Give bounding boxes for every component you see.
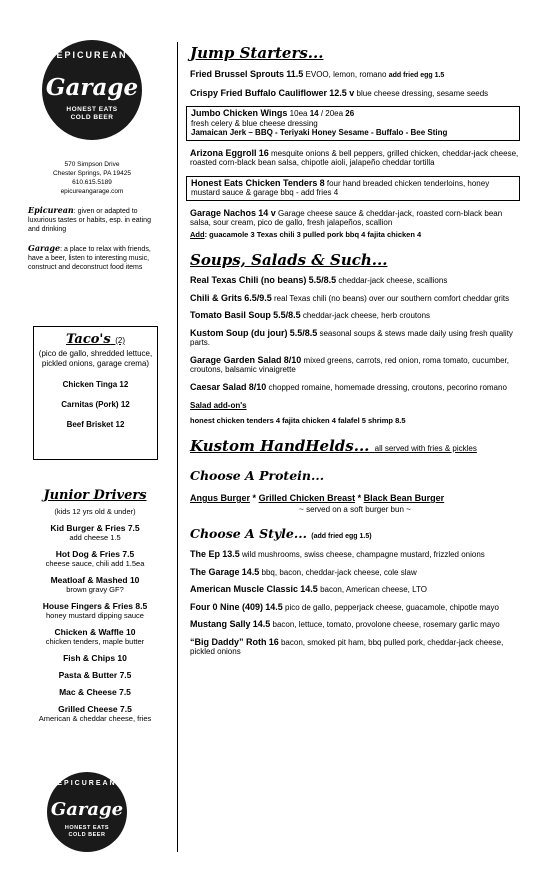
handhelds-title: Kustom HandHelds... all served with fries & pickles [190, 437, 477, 455]
styles-list [190, 550, 520, 657]
menu-item: Caesar Salad 8/10 chopped romaine, homemade dressing, croutons, pecorino romano [190, 381, 507, 392]
soups-title: Soups, Salads & Such... [190, 251, 388, 269]
junior-item [24, 653, 166, 663]
garage-definition [22, 244, 162, 272]
jump-starters-title: Jump Starters... [190, 44, 324, 62]
address-line2: Chester Springs, PA 19425 [53, 170, 131, 177]
menu-item: Real Texas Chili (no beans) 5.5/8.5 cheddar-jack cheese, scallions [190, 275, 448, 285]
junior-item [24, 549, 166, 568]
junior-item [24, 687, 166, 697]
menu-item-eggroll: Arizona Eggroll 16 mesquite onions & bell peppers, grilled chicken, cheddar-jack cheese, roasted corn-black bean salsa, chipotle aioli, jalapeño cheddar tortilla [190, 147, 519, 167]
menu-item-nachos: Garage Nachos 14 v Garage cheese sauce & cheddar-jack, roasted corn-black bean salsa, sour cream, pico de gallo, fresh jalapeños, scallion Add: guacamole 3 Texas chili 3 pulled pork bbq 4 fajita chicken 4 [190, 209, 520, 240]
junior-item-name: Fish & Chips 10 [63, 653, 127, 663]
logo-tag2: COLD BEER [70, 114, 114, 121]
menu-item: Chili & Grits 6.5/9.5 real Texas chili (no beans) over our southern comfort cheddar grits [190, 292, 510, 303]
salad-addon-items: honest chicken tenders 4 fajita chicken 4 falafel 5 shrimp 8.5 [190, 415, 406, 425]
style-title: Choose A Style... (add fried egg 1.5) [190, 526, 372, 541]
junior-item-name: Meatloaf & Mashed 10 [50, 575, 140, 585]
junior-drivers-section [24, 488, 166, 723]
junior-item-name: Grilled Cheese 7.5 [58, 704, 132, 714]
tacos-desc: (pico de gallo, shredded lettuce, pickled onions, garage crema) [38, 349, 153, 368]
tacos-count: (2) [115, 336, 126, 345]
logo-tag1: HONEST EATS [64, 825, 110, 831]
taco-item: Beef Brisket 12 [66, 420, 125, 429]
junior-item [24, 670, 166, 680]
salad-addons: Salad add-on's honest chicken tenders 4 fajita chicken 4 falafel 5 shrimp 8.5 [190, 401, 520, 425]
logo-tagline [47, 825, 127, 839]
protein-options: Angus Burger * Grilled Chicken Breast * Black Bean Burger [190, 493, 445, 503]
menu-item: Four 0 Nine (409) 14.5 pico de gallo, pepperjack cheese, guacamole, chipotle mayo [190, 601, 499, 612]
menu-item: American Muscle Classic 14.5 bacon, American cheese, LTO [190, 584, 427, 594]
phone: 610.615.5189 [72, 179, 112, 186]
taco-item: Carnitas (Pork) 12 [61, 400, 130, 409]
epicurean-garage-logo [42, 40, 142, 140]
junior-item-name: Pasta & Butter 7.5 [58, 670, 132, 680]
epicurean-definition [22, 206, 162, 234]
junior-item-desc: honey mustard dipping sauce [46, 611, 144, 620]
logo-arc-text: EPICUREAN [56, 50, 128, 60]
menu-item: Garage Garden Salad 8/10 mixed greens, carrots, red onion, roma tomato, cucumber, croutons, balsamic vinaigrette [190, 354, 509, 374]
logo-tag2: COLD BEER [68, 832, 106, 838]
junior-item [24, 627, 166, 646]
junior-item [24, 575, 166, 594]
junior-title: Junior Drivers [43, 488, 147, 503]
tacos-title [34, 332, 157, 347]
epicurean-def: : given or adapted to luxurious tastes or habits, esp. in eating and drinking [28, 208, 151, 233]
menu-item: “Big Daddy” Roth 16 bacon, smoked pit ham, bbq pulled pork, cheddar-jack cheese, pickled onions [190, 636, 504, 656]
menu-item-cauliflower: Crispy Fried Buffalo Cauliflower 12.5 v blue cheese dressing, sesame seeds [190, 87, 489, 98]
junior-item-desc: add cheese 1.5 [69, 533, 121, 542]
menu-item: Tomato Basil Soup 5.5/8.5 cheddar-jack cheese, herb croutons [190, 310, 431, 320]
junior-item-desc: chicken tenders, maple butter [45, 637, 145, 646]
junior-item [24, 523, 166, 542]
bun-note: ~ served on a soft burger bun ~ [299, 505, 411, 514]
menu-item: The Garage 14.5 bbq, bacon, cheddar-jack cheese, cole slaw [190, 566, 417, 577]
junior-item-name: Mac & Cheese 7.5 [59, 687, 131, 697]
junior-item-desc: American & cheddar cheese, fries [38, 714, 152, 723]
epicurean-term: Epicurean [28, 205, 74, 215]
menu-item: The Ep 13.5 wild mushrooms, swiss cheese, champagne mustard, frizzled onions [190, 549, 485, 559]
logo-tagline [42, 106, 142, 122]
wings-box: Jumbo Chicken Wings 10ea 14 / 20ea 26 fresh celery & blue cheese dressing Jamaican Jerk – BBQ - Teriyaki Honey Sesame - Buffalo - Bee Sting [186, 106, 520, 141]
column-divider [177, 42, 178, 852]
soups-list [190, 276, 520, 392]
logo-brand: Garage [50, 799, 124, 820]
epicurean-garage-logo-bottom [47, 772, 127, 852]
tacos-title-text: Taco's [65, 332, 111, 347]
garage-term: Garage [28, 243, 61, 253]
garage-def: : a place to relax with friends, have a beer, listen to interesting music, construct and deconstruct food items [28, 246, 151, 271]
menu-item: Kustom Soup (du jour) 5.5/8.5 seasonal soups & stews made daily using fresh quality parts. [190, 327, 513, 347]
junior-item [24, 601, 166, 620]
right-column [190, 44, 520, 657]
logo-tag1: HONEST EATS [66, 106, 118, 113]
logo-brand: Garage [45, 74, 139, 101]
junior-item-desc: cheese sauce, chili add 1.5ea [45, 559, 145, 568]
left-column [22, 40, 162, 272]
logo-arc-text: EPICUREAN [57, 780, 117, 787]
menu-item-brussel: Fried Brussel Sprouts 11.5 EVOO, lemon, romano add fried egg 1.5 [190, 69, 445, 79]
tacos-box [33, 326, 158, 460]
junior-list [24, 523, 166, 723]
junior-item [24, 704, 166, 723]
menu-item: Mustang Sally 14.5 bacon, lettuce, tomato, provolone cheese, rosemary garlic mayo [190, 619, 500, 629]
protein-title: Choose A Protein... [190, 468, 325, 483]
tenders-box: Honest Eats Chicken Tenders 8 four hand breaded chicken tenderloins, honey mustard sauce & garage bbq - add fries 4 [186, 176, 520, 201]
junior-item-name: Hot Dog & Fries 7.5 [55, 549, 135, 559]
junior-item-desc: brown gravy GF? [66, 585, 124, 594]
taco-item: Chicken Tinga 12 [62, 380, 129, 389]
address-block [22, 160, 162, 196]
address-line1: 570 Simpson Drive [64, 161, 120, 168]
nachos-addons: Add: guacamole 3 Texas chili 3 pulled pork bbq 4 fajita chicken 4 [190, 229, 422, 239]
junior-subtitle: (kids 12 yrs old & under) [54, 507, 136, 516]
junior-item-name: Kid Burger & Fries 7.5 [50, 523, 140, 533]
junior-item-name: Chicken & Waffle 10 [54, 627, 136, 637]
junior-item-name: House Fingers & Fries 8.5 [42, 601, 148, 611]
website-link[interactable]: epicureangarage.com [60, 188, 124, 195]
